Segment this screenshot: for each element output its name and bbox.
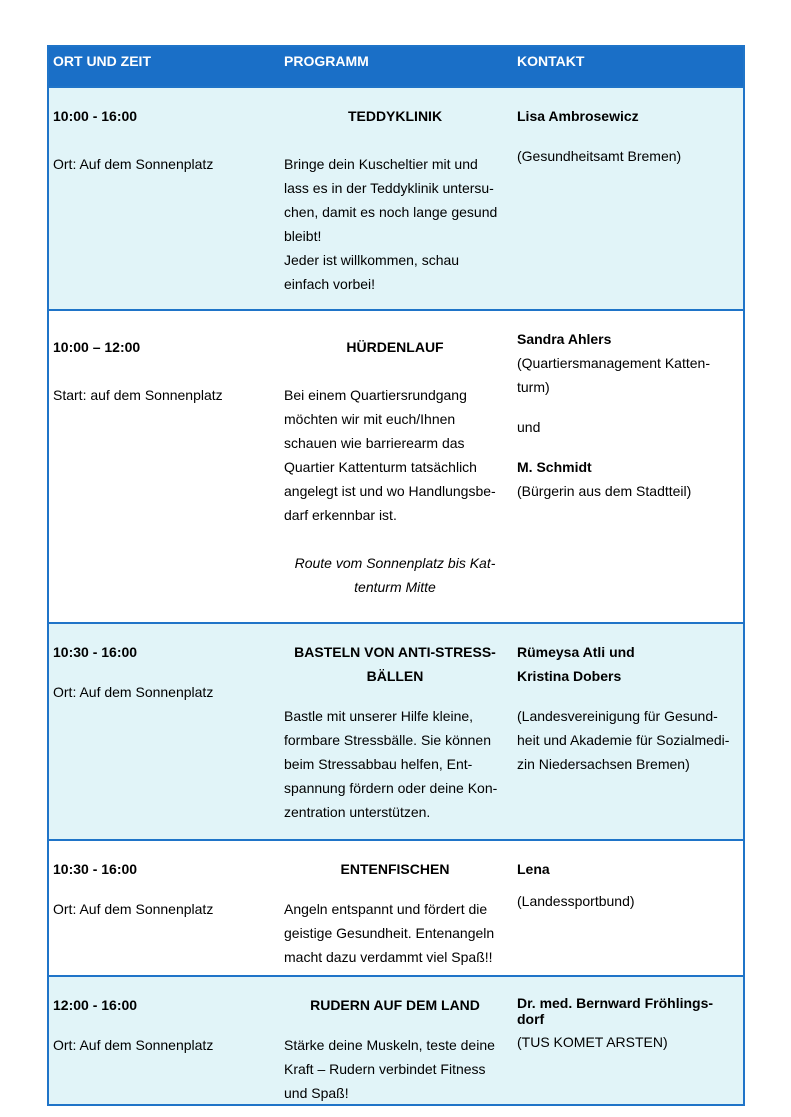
table-row (49, 975, 743, 1104)
contact-name: Lisa Ambrosewicz (517, 108, 639, 124)
contact-organization-2: (Bürgerin aus dem Stadtteil) (517, 483, 692, 499)
contact-organization: (Landessportbund) (517, 893, 635, 909)
contact-and: und (517, 419, 541, 435)
row-location: Ort: Auf dem Sonnenplatz (53, 1037, 214, 1053)
program-route: Route vom Sonnenplatz bis Kat- tenturm Mitte (294, 555, 496, 595)
program-title: HÜRDENLAUF (346, 339, 444, 355)
program-description: Angeln entspannt und fördert die geistige Gesundheit. Entenangeln macht dazu verdammt viel Spaß!! (284, 901, 495, 965)
contact-name: Dr. med. Bernward Fröhlings- dorf (517, 995, 714, 1027)
program-title: RUDERN AUF DEM LAND (310, 997, 480, 1013)
row-location: Ort: Auf dem Sonnenplatz (53, 156, 214, 172)
contact-organization: (TUS KOMET ARSTEN) (517, 1034, 668, 1050)
table-header (49, 47, 743, 86)
header-programm: PROGRAMM (284, 53, 369, 69)
table-row (49, 622, 743, 839)
program-description: Stärke deine Muskeln, teste deine Kraft – Rudern verbindet Fitness und Spaß! (284, 1037, 495, 1101)
program-description: Bringe dein Kuscheltier mit und lass es in der Teddyklinik untersu- chen, damit es noch lange gesund bleibt! Jeder ist willkommen, schau einfach vorbei! (284, 156, 498, 292)
header-ort-und-zeit: ORT UND ZEIT (53, 53, 151, 69)
contact-name-2: M. Schmidt (517, 459, 592, 475)
contact-organization: (Landesvereinigung für Gesund- heit und Akademie für Sozialmedi- zin Niedersachsen Bremen) (517, 708, 730, 772)
row-time: 10:00 - 16:00 (53, 108, 138, 124)
program-description: Bastle mit unserer Hilfe kleine, formbare Stressbälle. Sie können beim Stressabbau helfen, Ent- spannung fördern oder deine Kon- zentration unterstützen. (284, 708, 498, 820)
table-row (49, 86, 743, 309)
table-row (49, 309, 743, 622)
program-table (47, 45, 745, 1106)
row-location: Ort: Auf dem Sonnenplatz (53, 901, 214, 917)
row-time: 10:30 - 16:00 (53, 644, 138, 660)
header-kontakt: KONTAKT (517, 53, 585, 69)
row-time: 10:00 – 12:00 (53, 339, 141, 355)
program-title: BASTELN VON ANTI-STRESS- BÄLLEN (294, 644, 496, 684)
row-time: 10:30 - 16:00 (53, 861, 138, 877)
contact-organization: (Gesundheitsamt Bremen) (517, 148, 682, 164)
contact-name: Sandra Ahlers (517, 331, 612, 347)
program-title: TEDDYKLINIK (347, 108, 443, 124)
row-location: Start: auf dem Sonnenplatz (53, 387, 223, 403)
row-time: 12:00 - 16:00 (53, 997, 138, 1013)
contact-organization: (Quartiersmanagement Katten- turm) (517, 355, 710, 395)
program-description: Bei einem Quartiersrundgang möchten wir mit euch/Ihnen schauen wie barrierearm das Quartier Kattenturm tatsächlich angelegt ist und wo Handlungsbe- darf erkennbar ist. (284, 387, 496, 523)
row-location: Ort: Auf dem Sonnenplatz (53, 684, 214, 700)
table-row (49, 839, 743, 975)
contact-name: Lena (517, 861, 550, 877)
contact-name: Rümeysa Atli und Kristina Dobers (517, 644, 635, 684)
program-title: ENTENFISCHEN (340, 861, 450, 877)
